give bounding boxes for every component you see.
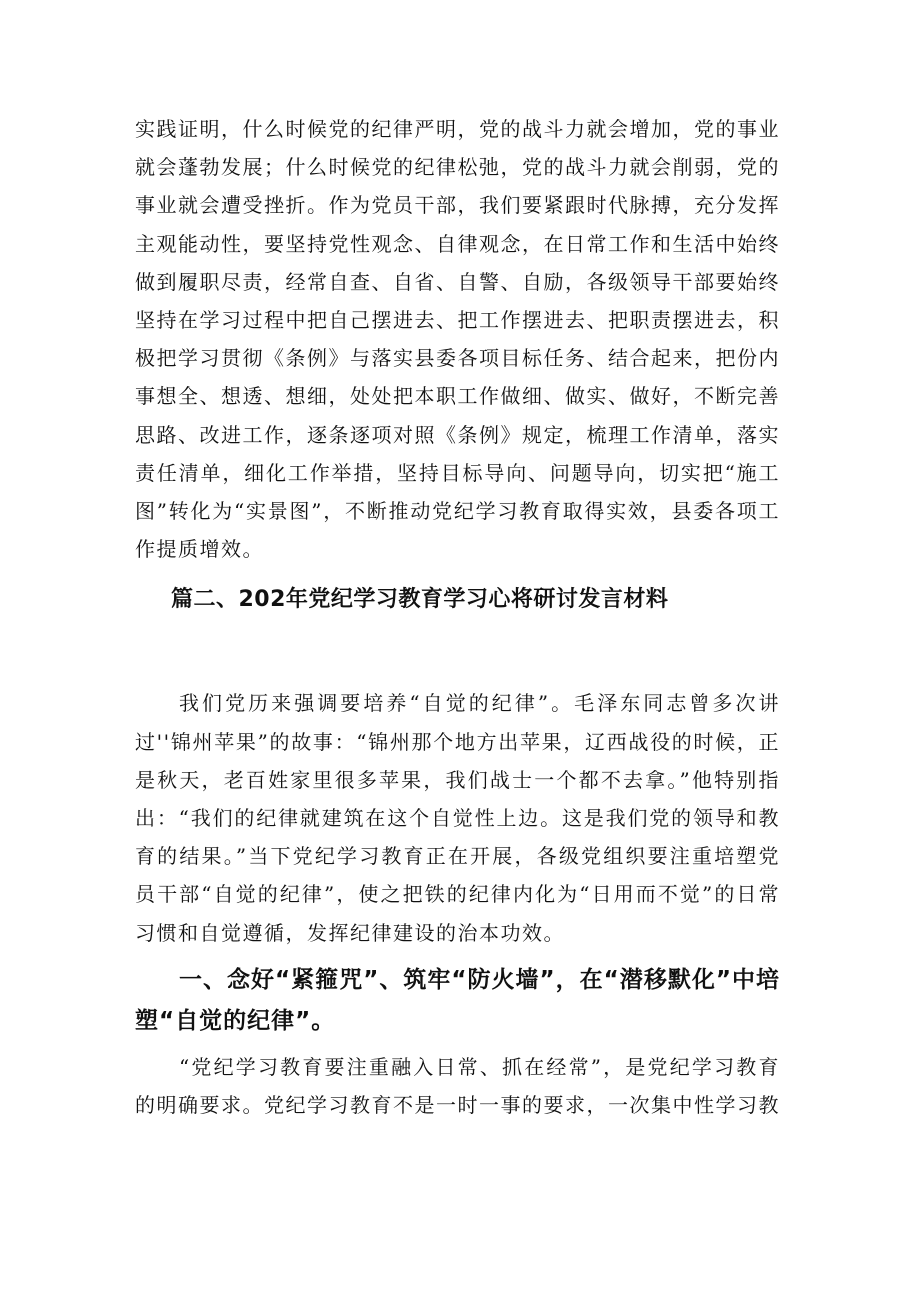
subheading-1: 一、念好“紧箍咒”、筑牢“防火墙”，在“潜移默化”中培塑“自觉的纪律”。 [135,966,780,1034]
body-paragraph-3: “党纪学习教育要注重融入日常、抓在经常”，是党纪学习教育的明确要求。党纪学习教育不是一时一事的要求，一次集中性学习教 [135,1054,780,1118]
body-paragraph-1: 实践证明，什么时候党的纪律严明，党的战斗力就会增加，党的事业就会蓬勃发展；什么时候党的纪律松弛，党的战斗力就会削弱，党的事业就会遭受挫折。作为党员干部，我们要紧跟时代脉搏，充分发挥主观能动性，要坚持党性观念、自律观念，在日常工作和生活中始终做到履职尽责，经常自查、自省、自警、自励，各级领导干部要始终坚持在学习过程中把自己摆进去、把工作摆进去、把职责摆进去，积极把学习贯彻《条例》与落实县委各项目标任务、结合起来，把份内事想全、想透、想细，处处把本职工作做细、做实、做好，不断完善思路、改进工作，逐条逐项对照《条例》规定，梳理工作清单，落实责任清单，细化工作举措，坚持目标导向、问题导向，切实把“施工图”转化为“实景图”，不断推动党纪学习教育取得实效，县委各项工作提质增效。 [135,117,780,562]
section-title: 篇二、202年党纪学习教育学习心将研讨发言材料 [171,587,669,613]
blank-spacer [135,620,780,684]
body-paragraph-2: 我们党历来强调要培养“自觉的纪律”。毛泽东同志曾多次讲过''锦州苹果”的故事：“锦州那个地方出苹果，辽西战役的时候，正是秋天，老百姓家里很多苹果，我们战士一个都不去拿。”他特别指出：“我们的纪律就建筑在这个自觉性上边。这是我们党的领导和教育的结果。”当下党纪学习教育正在开展，各级党组织要注重培塑党员干部“自觉的纪律”，使之把铁的纪律内化为“日用而不觉”的日常习惯和自觉遵循，发挥纪律建设的治本功效。 [135,691,780,945]
